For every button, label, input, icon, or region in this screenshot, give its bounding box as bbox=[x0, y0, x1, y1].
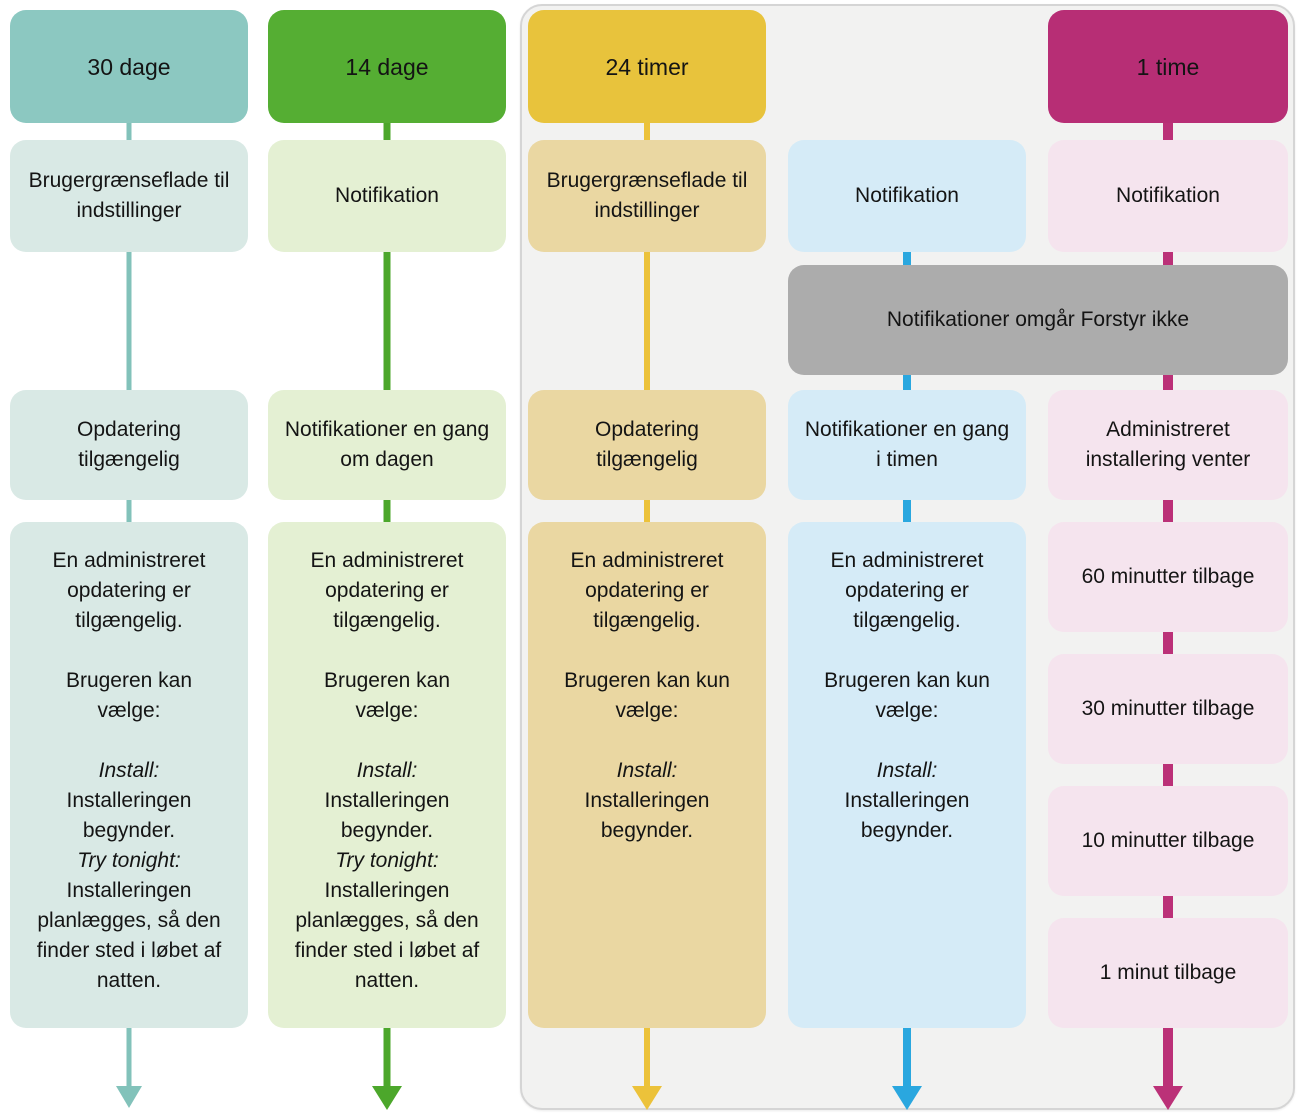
try-tonight-label: Try tonight: bbox=[77, 849, 181, 872]
notification-frequency-box bbox=[268, 390, 506, 500]
notification-label: Notifikation bbox=[855, 184, 959, 207]
countdown-box-1-min bbox=[1048, 918, 1288, 1028]
managed-install-pending-label: Administreret installering venter bbox=[1085, 418, 1251, 471]
detail-p1: En administreret opdatering er tilgængelig. bbox=[310, 549, 464, 632]
install-text: Installeringen begynder. bbox=[844, 789, 970, 842]
header-box bbox=[528, 10, 766, 123]
settings-ui-box bbox=[10, 140, 248, 252]
detail-box bbox=[528, 522, 766, 1028]
update-available-box bbox=[10, 390, 248, 500]
flow-arrow-head bbox=[372, 1086, 402, 1110]
countdown-label: 60 minutter tilbage bbox=[1081, 565, 1255, 588]
flow-arrow-head bbox=[116, 1086, 142, 1108]
install-label: Install: bbox=[98, 759, 160, 782]
install-label: Install: bbox=[876, 759, 938, 782]
header-label: 1 time bbox=[1136, 53, 1200, 80]
flow-arrow-head bbox=[632, 1086, 662, 1110]
notification-label: Notifikation bbox=[1116, 184, 1220, 207]
try-tonight-text: Installeringen planlægges, så den finder sted i løbet af natten. bbox=[294, 879, 480, 992]
header-box bbox=[1048, 10, 1288, 123]
detail-p2: Brugeren kan vælge: bbox=[323, 669, 451, 722]
countdown-label: 10 minutter tilbage bbox=[1081, 829, 1255, 852]
header-label: 14 dage bbox=[345, 53, 429, 80]
column-notifikation-timen bbox=[788, 0, 1026, 1118]
update-available-label: Opdatering tilgængelig bbox=[77, 418, 181, 471]
column-30-dage bbox=[10, 0, 248, 1118]
update-available-label: Opdatering tilgængelig bbox=[595, 418, 699, 471]
dnd-note-box bbox=[788, 265, 1288, 375]
notification-frequency-box bbox=[788, 390, 1026, 500]
countdown-box-30-min bbox=[1048, 654, 1288, 764]
flow-arrow-head bbox=[1153, 1086, 1183, 1110]
settings-ui-box bbox=[528, 140, 766, 252]
install-text: Installeringen begynder. bbox=[584, 789, 710, 842]
column-14-dage bbox=[268, 0, 506, 1118]
notification-box bbox=[268, 140, 506, 252]
header-box bbox=[268, 10, 506, 123]
install-label: Install: bbox=[616, 759, 678, 782]
notification-frequency-label: Notifikationer en gang om dagen bbox=[284, 418, 490, 471]
managed-install-pending-box bbox=[1048, 390, 1288, 500]
notification-box bbox=[1048, 140, 1288, 252]
column-24-timer bbox=[528, 0, 766, 1118]
countdown-box-60-min bbox=[1048, 522, 1288, 632]
detail-box bbox=[268, 522, 506, 1028]
detail-p1: En administreret opdatering er tilgængelig. bbox=[52, 549, 206, 632]
settings-ui-label: Brugergrænseflade til indstillinger bbox=[28, 169, 230, 222]
flow-arrow-head bbox=[892, 1086, 922, 1110]
install-text: Installeringen begynder. bbox=[324, 789, 450, 842]
countdown-label: 30 minutter tilbage bbox=[1081, 697, 1255, 720]
detail-p1: En administreret opdatering er tilgængelig. bbox=[830, 549, 984, 632]
header-box bbox=[10, 10, 248, 123]
column-1-time bbox=[1048, 0, 1288, 1118]
try-tonight-label: Try tonight: bbox=[335, 849, 439, 872]
detail-p2: Brugeren kan vælge: bbox=[65, 669, 193, 722]
detail-p2: Brugeren kan kun vælge: bbox=[824, 669, 990, 722]
detail-p2: Brugeren kan kun vælge: bbox=[564, 669, 730, 722]
settings-ui-label: Brugergrænseflade til indstillinger bbox=[546, 169, 748, 222]
header-label: 30 dage bbox=[87, 53, 171, 80]
notification-label: Notifikation bbox=[335, 184, 439, 207]
notification-box bbox=[788, 140, 1026, 252]
install-text: Installeringen begynder. bbox=[66, 789, 192, 842]
countdown-label: 1 minut tilbage bbox=[1099, 961, 1237, 984]
try-tonight-text: Installeringen planlægges, så den finder sted i løbet af natten. bbox=[36, 879, 222, 992]
header-label: 24 timer bbox=[605, 53, 689, 80]
install-label: Install: bbox=[356, 759, 418, 782]
dnd-note-label: Notifikationer omgår Forstyr ikke bbox=[886, 308, 1190, 331]
notification-frequency-label: Notifikationer en gang i timen bbox=[804, 418, 1010, 471]
detail-box bbox=[788, 522, 1026, 1028]
detail-p1: En administreret opdatering er tilgængelig. bbox=[570, 549, 724, 632]
countdown-box-10-min bbox=[1048, 786, 1288, 896]
update-available-box bbox=[528, 390, 766, 500]
detail-box bbox=[10, 522, 248, 1028]
